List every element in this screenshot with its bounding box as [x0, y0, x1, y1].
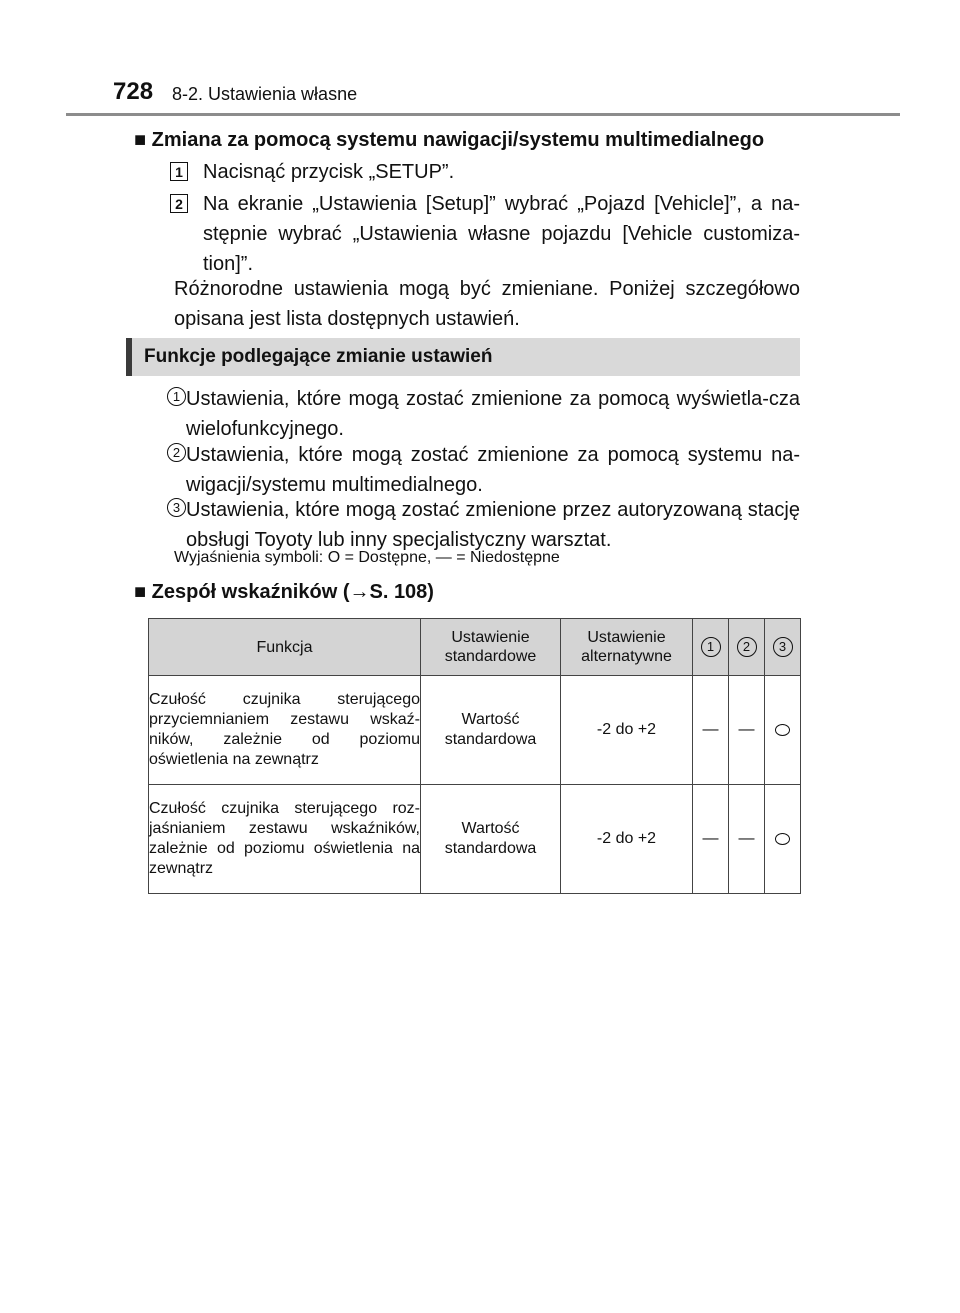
alternative-value-cell: -2 do +2: [561, 676, 693, 785]
function-cell: Czułość czujnika sterującego przyciemnianiem zestawu wskaź-ników, zależnie od poziomu oświetlenia na zewnątrz: [149, 676, 421, 785]
step-badge: 1: [170, 162, 188, 181]
step-badge: 2: [170, 194, 188, 213]
col-header-default-line2: standardowe: [444, 648, 537, 665]
table-header-row: [149, 619, 801, 676]
col-header-default-line1: Ustawienie: [451, 629, 530, 646]
step-1: [170, 157, 800, 187]
circled-number-3-icon: 3: [167, 498, 186, 517]
default-value-cell: [421, 785, 561, 894]
availability-1-cell: —: [693, 785, 729, 894]
circled-number-1-icon: 1: [701, 637, 721, 657]
col-header-function: Funkcja: [149, 619, 421, 676]
availability-3-cell: [765, 676, 801, 785]
col-header-default: [421, 619, 561, 676]
settings-table: [148, 618, 801, 894]
availability-3-cell: [765, 785, 801, 894]
availability-1-cell: —: [693, 676, 729, 785]
section-title: 8-2. Ustawienia własne: [172, 84, 358, 104]
cluster-heading-text: Zespół wskaźników (: [151, 581, 350, 603]
step-text: Nacisnąć przycisk „SETUP”.: [203, 161, 455, 183]
default-value-line1: Wartość: [461, 711, 520, 728]
col-header-3: [765, 619, 801, 676]
col-header-2: [729, 619, 765, 676]
header-divider: [66, 113, 900, 116]
default-value-line1: Wartość: [461, 820, 520, 837]
availability-2-cell: —: [729, 676, 765, 785]
default-value-line2: standardowa: [444, 731, 537, 748]
circled-number-2-icon: 2: [167, 443, 186, 462]
default-value-cell: [421, 676, 561, 785]
symbol-legend: Wyjaśnienia symboli: O = Dostępne, — = Niedostępne: [174, 549, 560, 566]
step-text: Na ekranie „Ustawienia [Setup]” wybrać „Pojazd [Vehicle]”, a na-stępnie wybrać „Ustawienia własne pojazdu [Vehicle customiza-tion]”.: [203, 193, 800, 275]
step-2: [170, 189, 800, 279]
nav-section-heading: [134, 129, 764, 152]
cluster-section-heading: [134, 581, 434, 604]
circled-number-2-icon: 2: [737, 637, 757, 657]
page-number: 728: [113, 78, 154, 105]
function-cell: Czułość czujnika sterującego roz-jaśnianiem zestawu wskaźników, zależnie od poziomu oświetlenia na zewnątrz: [149, 785, 421, 894]
col-header-alternative-line1: Ustawienie: [587, 629, 666, 646]
availability-2-cell: —: [729, 785, 765, 894]
table-row: [149, 785, 801, 894]
feature-item-text: Ustawienia, które mogą zostać zmienione przez autoryzowaną stację obsługi Toyoty lub inny specjalistyczny warsztat.: [186, 499, 800, 551]
alternative-value-cell: -2 do +2: [561, 785, 693, 894]
settings-note: Różnorodne ustawienia mogą być zmieniane. Poniżej szczegółowo opisana jest lista dostępnych ustawień.: [174, 278, 800, 330]
square-bullet-icon: ■: [134, 129, 147, 151]
feature-item-text: Ustawienia, które mogą zostać zmienione za pomocą systemu na-wigacji/systemu multimedialnego.: [186, 444, 800, 496]
available-circle-icon: [775, 833, 790, 845]
col-header-alternative: [561, 619, 693, 676]
feature-item-2: [167, 440, 800, 500]
square-bullet-icon: ■: [134, 581, 147, 603]
feature-item-3: [167, 495, 800, 555]
arrow-right-icon: →: [349, 581, 370, 603]
circled-number-3-icon: 3: [773, 637, 793, 657]
feature-item-text: Ustawienia, które mogą zostać zmienione za pomocą wyświetla-cza wielofunkcyjnego.: [186, 388, 800, 440]
circled-number-1-icon: 1: [167, 387, 186, 406]
col-header-1: [693, 619, 729, 676]
features-section-title: Funkcje podlegające zmianie ustawień: [126, 338, 800, 376]
col-header-alternative-line2: alternatywne: [581, 648, 672, 665]
feature-item-1: [167, 384, 800, 444]
available-circle-icon: [775, 724, 790, 736]
default-value-line2: standardowa: [444, 840, 537, 857]
nav-section-heading-text: Zmiana za pomocą systemu nawigacji/systemu multimedialnego: [151, 129, 765, 151]
table-row: [149, 676, 801, 785]
page-reference-link[interactable]: S. 108): [369, 581, 434, 603]
